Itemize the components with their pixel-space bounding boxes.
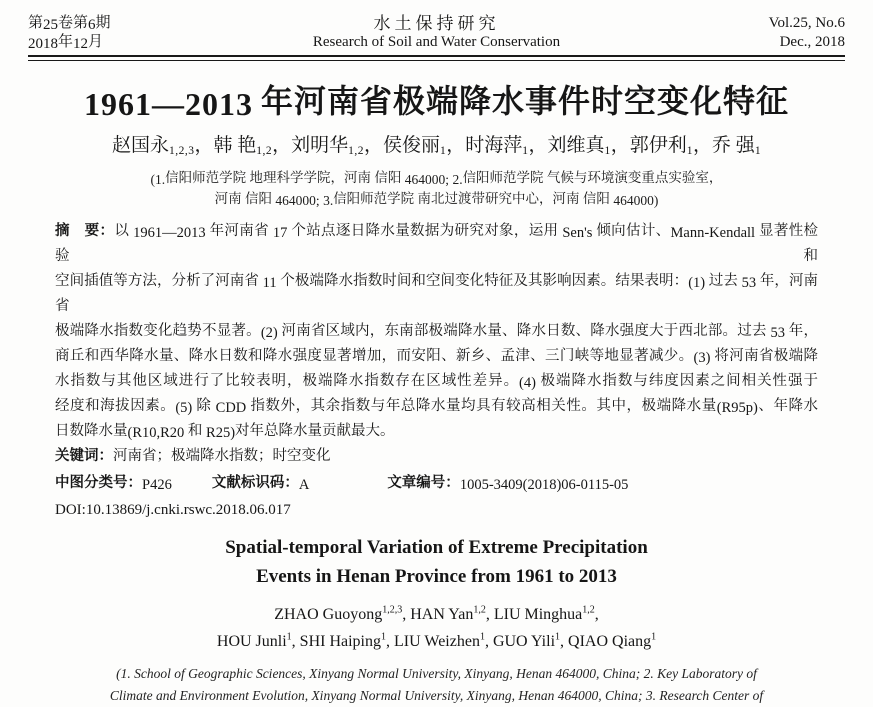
abstract-block: [55, 219, 818, 469]
authors-cn: 赵国永1,2,3，韩 艳1,2，刘明华1,2，侯俊丽1，时海萍1，刘维真1，郭伊利1，乔 强1: [111, 135, 762, 157]
abstract-line: 极端降水指数变化趋势不显著。(2) 河南省区域内，东南部极端降水量、降水日数、降水强度大于西北部。过去 53 年，: [55, 323, 819, 341]
keywords-text: 河南省；极端降水指数；时空变化: [113, 448, 331, 464]
issue-date-cn: 2018年12月: [28, 34, 104, 52]
affiliations-cn: [28, 167, 845, 209]
authors-en: [28, 601, 845, 655]
title-en-line1: Spatial-temporal Variation of Extreme Precipitation: [225, 537, 648, 558]
issue-volume-cn: 第25卷第6期: [28, 15, 111, 33]
journal-header: [28, 14, 845, 52]
abstract-line: [55, 219, 818, 269]
keywords-label: 关键词：: [55, 448, 113, 464]
article-no-item: [387, 471, 628, 496]
abstract-line: 空间插值等方法，分析了河南省 11 个极端降水指数时间和空间变化特征及其影响因素。结果表明：(1) 过去 53 年，河南省: [55, 273, 819, 314]
journal-name-en: Research of Soil and Water Conservation: [312, 34, 561, 50]
abstract-line: 水指数与其他区域进行了比较表明，极端降水指数存在区域性差异。(4) 极端降水指数与纬度因素之间相关性强于: [55, 373, 818, 391]
affiliation-en-line2-clipped: Climate and Environment Evolution, Xinyang Normal University, Xinyang, Henan 464000, China; 3. Research Center of: [109, 688, 764, 703]
title-en-line2: Events in Henan Province from 1961 to 2013: [256, 566, 617, 587]
header-divider: [28, 55, 845, 61]
abstract-text: 以 1961—2013 年河南省 17 个站点逐日降水量数据为研究对象，运用 Sen's 倾向估计、Mann-Kendall 显著性检验和: [55, 223, 819, 264]
clc-label: 中图分类号：: [55, 475, 142, 491]
issue-info-cn: [28, 14, 188, 52]
affiliation-cn-line2: 河南 信阳 464000; 3.信阳师范学院 南北过渡带研究中心，河南 信阳 464000): [214, 191, 659, 208]
doi-line: DOI:10.13869/j.cnki.rswc.2018.06.017: [55, 502, 291, 518]
article-no-label: 文章编号：: [387, 475, 460, 491]
title-text-cn: 年河南省极端降水事件时空变化特征: [260, 83, 789, 119]
abstract-line: 经度和海拔因素。(5) 除 CDD 指数外，其余指数与年总降水量均具有较高相关性。其中，极端降水量(R95p)、年降水: [55, 398, 819, 416]
doc-code-item: [212, 471, 309, 496]
clc-item: [55, 471, 172, 496]
journal-name-block: [188, 14, 685, 52]
affiliation-en-line1: (1. School of Geographic Sciences, Xinyang Normal University, Xinyang, Henan 464000, China; 2. Key Laboratory of: [116, 666, 757, 681]
doc-code-label: 文献标识码：: [211, 475, 299, 491]
article-meta-row: [55, 471, 818, 496]
paper-title-en: [28, 533, 845, 591]
authors-en-line1: ZHAO Guoyong$^{1,2,3}$, HAN Yan$^{1,2}$, LIU Minghua$^{1,2}$,: [274, 604, 599, 623]
paper-title-cn: [28, 81, 845, 121]
issue-date-en: Dec., 2018: [779, 34, 845, 50]
volume-info-en: [685, 14, 845, 52]
journal-name-cn: 水土保持研究: [373, 14, 500, 33]
affiliations-en: [28, 663, 845, 707]
abstract-line: 商丘和西华降水量、降水日数和降水强度显著增加，而安阳、新乡、孟津、三门峡等地显著减少。(3) 将河南省极端降: [55, 348, 819, 366]
keywords-line: [55, 444, 818, 469]
authors-en-line2: HOU Junli$^1$, SHI Haiping$^1$, LIU Weizhen$^1$, GUO Yili$^1$, QIAO Qiang$^1$: [216, 631, 657, 650]
article-no-value: 1005-3409(2018)06-0115-05: [459, 477, 629, 493]
abstract-line: 日数降水量(R10,R20 和 R25)对年总降水量贡献最大。: [55, 423, 395, 441]
affiliation-cn-line1: (1.信阳师范学院 地理科学学院，河南 信阳 464000; 2.信阳师范学院 气候与环境演变重点实验室，: [150, 170, 723, 187]
title-year-range: 1961—2013: [83, 86, 253, 122]
abstract-label: 摘 要：: [55, 223, 115, 239]
doc-code-value: A: [298, 477, 310, 493]
clc-value: P426: [142, 477, 172, 493]
volume-number-en: Vol.25, No.6: [768, 15, 845, 31]
